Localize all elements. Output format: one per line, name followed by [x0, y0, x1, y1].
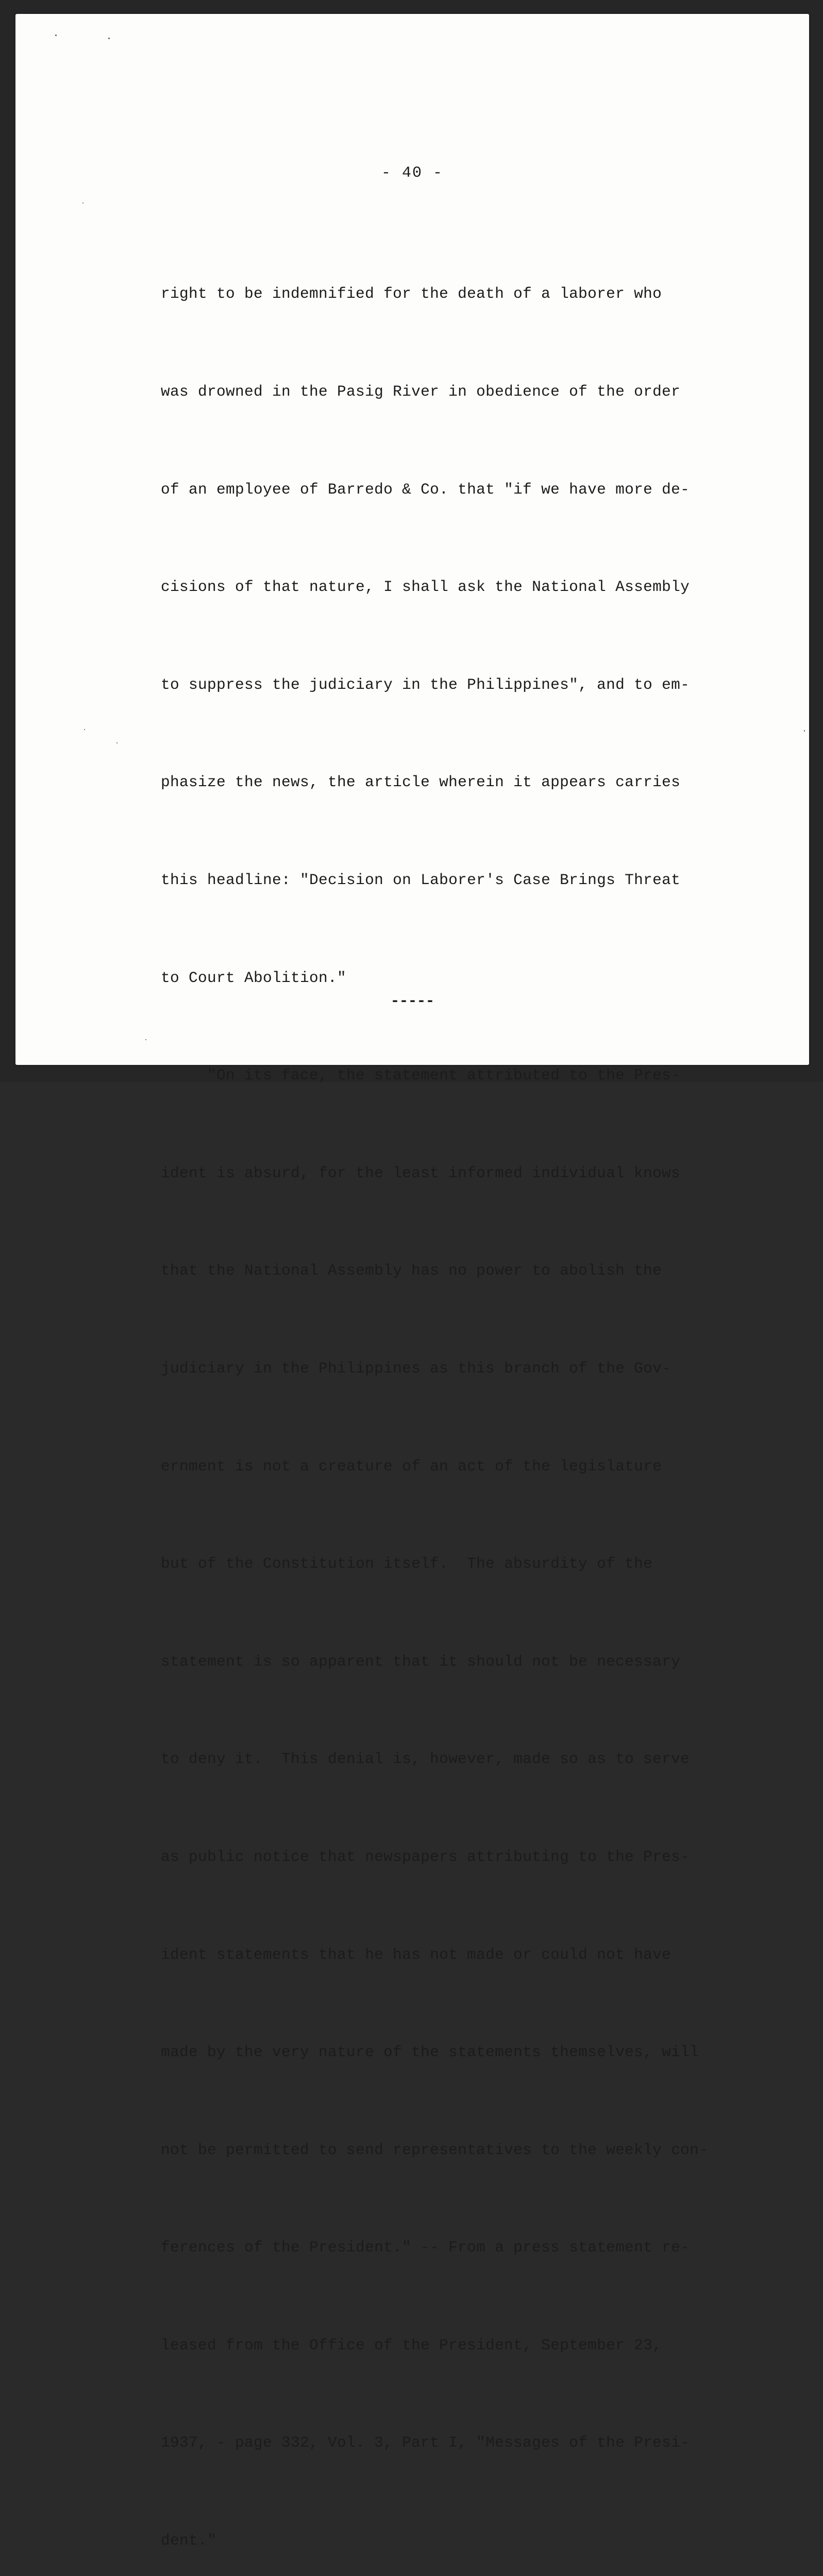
text-line: judiciary in the Philippines as this branch of the Gov- [161, 1359, 671, 1377]
text-line: made by the very nature of the statements themselves, will [161, 2043, 699, 2061]
text-line: not be permitted to send representatives to the weekly con- [161, 2141, 709, 2159]
text-line: statement is so apparent that it should not be necessary [161, 1652, 681, 1670]
text-line: that the National Assembly has no power to abolish the [161, 1262, 662, 1280]
scan-speck [145, 1039, 146, 1040]
scan-speck [804, 730, 805, 732]
text-line: ferences of the President." -- From a press statement re- [161, 2239, 690, 2257]
text-line: to Court Abolition." [161, 969, 347, 987]
text-line: of an employee of Barredo & Co. that "if we have more de- [161, 480, 690, 498]
text-line: 1937, - page 332, Vol. 3, Part I, "Messages of the Presi- [161, 2434, 690, 2452]
text-line: ernment is not a creature of an act of the legislature [161, 1457, 662, 1475]
text-line: ident is absurd, for the least informed individual knows [161, 1164, 681, 1182]
text-line: this headline: "Decision on Laborer's Case Brings Threat [161, 871, 681, 889]
text-line: as public notice that newspapers attributing to the Pres- [161, 1848, 690, 1866]
body-text [161, 213, 769, 2576]
text-line: was drowned in the Pasig River in obedience of the order [161, 383, 681, 400]
text-line: to suppress the judiciary in the Philippines", and to em- [161, 675, 690, 693]
text-line: ident statements that he has not made or could not have [161, 1945, 671, 1963]
scan-speck [55, 35, 57, 36]
scan-speck [116, 742, 117, 743]
closing-rule: ----- [390, 993, 434, 1010]
scan-speck [84, 729, 85, 730]
text-line: to deny it. This denial is, however, made so as to serve [161, 1750, 690, 1768]
text-line: leased from the Office of the President, September 23, [161, 2336, 662, 2354]
text-line: cisions of that nature, I shall ask the National Assembly [161, 578, 690, 596]
document-page [15, 14, 809, 2550]
scan-speck [108, 38, 110, 39]
scan-speck [82, 202, 83, 204]
text-line: phasize the news, the article wherein it appears carries [161, 773, 681, 791]
text-line: but of the Constitution itself. The absurdity of the [161, 1555, 653, 1573]
text-line: right to be indemnified for the death of a laborer who [161, 285, 662, 303]
text-line: dent." [161, 2532, 217, 2550]
text-line: "On its face, the statement attributed to the Pres- [161, 1066, 681, 1084]
page-number: - 40 - [381, 164, 444, 182]
